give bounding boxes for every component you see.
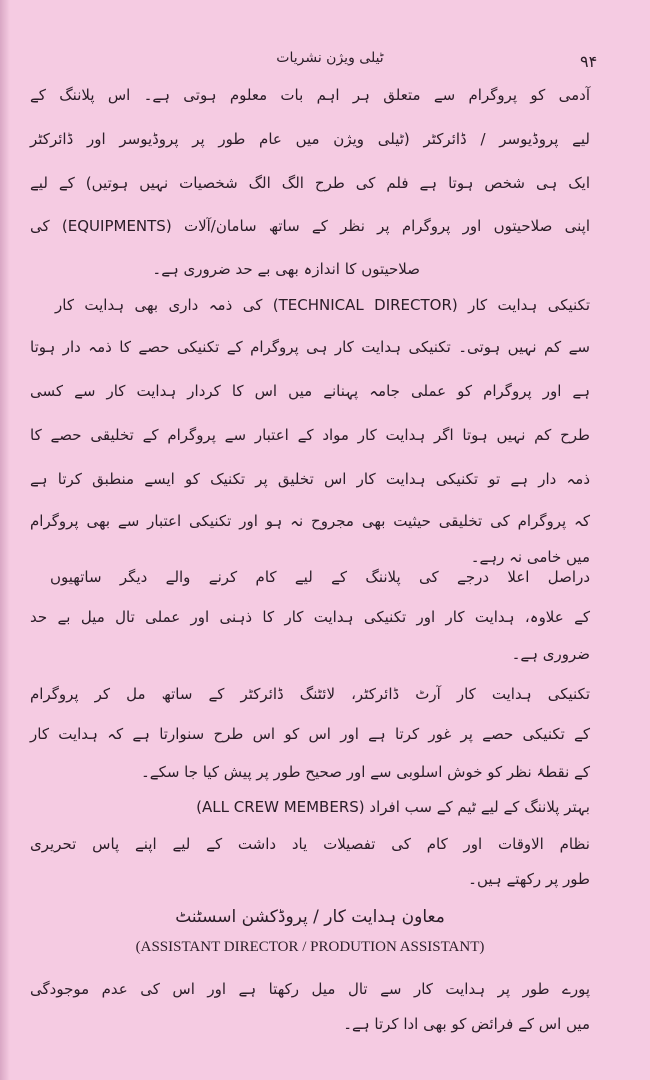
- page-number: ۹۴: [580, 52, 598, 71]
- text-line: کے علاوہ، ہدایت کار اور تکنیکی ہدایت کار کا ذہنی اور عملی تال میل بے حد: [30, 608, 590, 626]
- paragraph-start: دراصل اعلا درجے کی پلاننگ کے لیے کام کرنے والے دیگر ساتھیوں: [50, 568, 590, 586]
- text-line: سے کم نہیں ہوتی۔ تکنیکی ہدایت کار ہی پروگرام کے تکنیکی حصے کا ذمہ دار ہوتا: [30, 338, 590, 356]
- text-line: کہ پروگرام کی تخلیقی حیثیت بھی مجروح نہ ہو اور تکنیکی اعتبار سے بھی پروگرام: [30, 512, 590, 530]
- section-heading: معاون ہدایت کار / پروڈکشن اسسٹنٹ: [175, 907, 445, 927]
- text-line: طور پر رکھتے ہیں۔: [468, 870, 590, 888]
- text-line: میں خامی نہ رہے۔: [470, 548, 590, 566]
- paragraph-start: بہتر پلاننگ کے لیے ٹیم کے سب افراد (ALL CREW MEMBERS): [196, 798, 590, 816]
- running-header: ٹیلی ویژن نشریات: [276, 50, 384, 66]
- text-line: کے تکنیکی حصے پر غور کرتا ہے اور اس کو اس طرح سنوارتا ہے کہ ہدایت کار: [30, 725, 590, 743]
- text-line: آدمی کو پروگرام سے متعلق ہر اہم بات معلوم ہوتی ہے۔ اس پلاننگ کے: [30, 86, 590, 104]
- text-line: صلاحیتوں کا اندازہ بھی بے حد ضروری ہے۔: [152, 260, 420, 278]
- text-line: طرح کم نہیں ہوتا اگر ہدایت کار مواد کے اعتبار سے پروگرام کے تخلیقی حصے کا: [30, 426, 590, 444]
- text-line: کے نقطۂ نظر کو خوش اسلوبی سے اور صحیح طور پر پیش کیا جا سکے۔: [140, 763, 590, 781]
- text-line: پورے طور پر ہدایت کار سے تال میل رکھتا ہے اور اس کی عدم موجودگی: [30, 980, 590, 998]
- text-line: میں اس کے فرائض کو بھی ادا کرتا ہے۔: [343, 1015, 590, 1033]
- text-line: ایک ہی شخص ہوتا ہے فلم کی طرح الگ الگ شخصیات نہیں ہوتیں) کے لیے: [30, 174, 590, 192]
- text-line: ضروری ہے۔: [511, 645, 590, 663]
- text-line: ذمہ دار ہے تو تکنیکی ہدایت کار اس تخلیق پر تکنیک کو ایسے منطبق کرتا ہے: [30, 470, 590, 488]
- text-line: ہے اور پروگرام کو عملی جامہ پہنانے میں اس کا کردار ہدایت کار سے کسی: [30, 382, 590, 400]
- text-line: لیے پروڈیوسر / ڈائرکٹر (ٹیلی ویژن میں عام طور پر پروڈیوسر اور ڈائرکٹر: [30, 130, 590, 148]
- text-line: اپنی صلاحیتوں اور پروگرام پر نظر کے ساتھ سامان/آلات (EQUIPMENTS) کی: [30, 217, 591, 235]
- text-line: نظام الاوقات اور کام کی تفصیلات یاد داشت کے لیے اپنے پاس تحریری: [30, 835, 590, 853]
- paragraph-start: تکنیکی ہدایت کار (TECHNICAL DIRECTOR) کی ذمہ داری بھی ہدایت کار: [55, 296, 590, 314]
- page-edge-shadow: [0, 0, 10, 1080]
- paragraph-start: تکنیکی ہدایت کار آرٹ ڈائرکٹر، لائٹنگ ڈائرکٹر کے ساتھ مل کر پروگرام: [30, 685, 590, 703]
- section-heading-english: (ASSISTANT DIRECTOR / PRODUTION ASSISTANT): [135, 939, 485, 955]
